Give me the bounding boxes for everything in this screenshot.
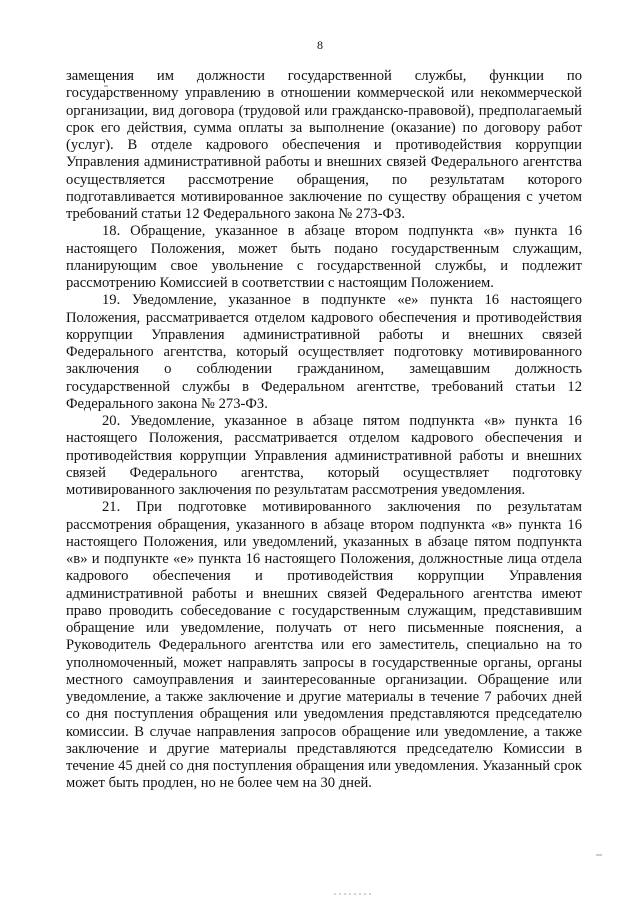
document-body bbox=[66, 68, 582, 793]
paragraph-19: 19. Уведомление, указанное в подпункте «е» пункта 16 настоящего Положения, рассматривается отделом кадрового обеспечения и противодействия коррупции Управления административной работы и внешних связей Федерального агентства, который осуществляет подготовку мотивированного заключения о соблюдении гражданином, замещавшим должность государственной службы в Федеральном агентстве, требований статьи 12 Федерального закона № 273-ФЗ. bbox=[66, 292, 582, 412]
paragraph-20: 20. Уведомление, указанное в абзаце пятом подпункта «в» пункта 16 настоящего Положения, рассматривается отделом кадрового обеспечения и противодействия коррупции Управления административной работы и внешних связей Федерального агентства, который осуществляет подготовку мотивированного заключения по результатам рассмотрения уведомления. bbox=[66, 413, 582, 498]
paragraph-continuation: замещения им должности государственной службы, функции по государственному управлению в отношении коммерческой или некоммерческой организации, вид договора (трудовой или гражданско-правовой), предполагаемый срок его действия, сумма оплаты за выполнение (оказание) по договору работ (услуг). В отделе кадрового обеспечения и противодействия коррупции Управления административной работы и внешних связей Федерального агентства осуществляется рассмотрение обращения, по результатам которого подготавливается мотивированное заключение по существу обращения с учетом требований статьи 12 Федерального закона № 273-ФЗ. bbox=[66, 68, 582, 222]
paragraph-21: 21. При подготовке мотивированного заключения по результатам рассмотрения обращения, указанного в абзаце втором подпункта «в» пункта 16 настоящего Положения, или уведомлений, указанных в абзаце пятом подпункта «в» и подпункте «е» пункта 16 настоящего Положения, должностные лица отдела кадрового обеспечения и противодействия коррупции Управления административной работы и внешних связей Федерального агентства имеют право проводить собеседование с государственным служащим, представившим обращение или уведомление, получать от него письменные пояснения, а Руководитель Федерального агентства или его заместитель, специально на то уполномоченный, может направлять запросы в государственные органы, органы местного самоуправления и заинтересованные организации. Обращение или уведомление, а также заключение и другие материалы в течение 7 рабочих дней со дня поступления обращения или уведомления представляются председателю комиссии. В случае направления запросов обращение или уведомление, а также заключение и другие материалы представляются председателю Комиссии в течение 45 дней со дня поступления обращения или уведомления. Указанный срок может быть продлен, но не более чем на 30 дней. bbox=[66, 499, 582, 792]
paragraph-18: 18. Обращение, указанное в абзаце втором подпункта «в» пункта 16 настоящего Положения, может быть подано государственным служащим, планирующим свое увольнение с государственной службы, и подлежит рассмотрению Комиссией в соответствии с настоящим Положением. bbox=[66, 223, 582, 291]
page-number: 8 bbox=[317, 38, 323, 52]
